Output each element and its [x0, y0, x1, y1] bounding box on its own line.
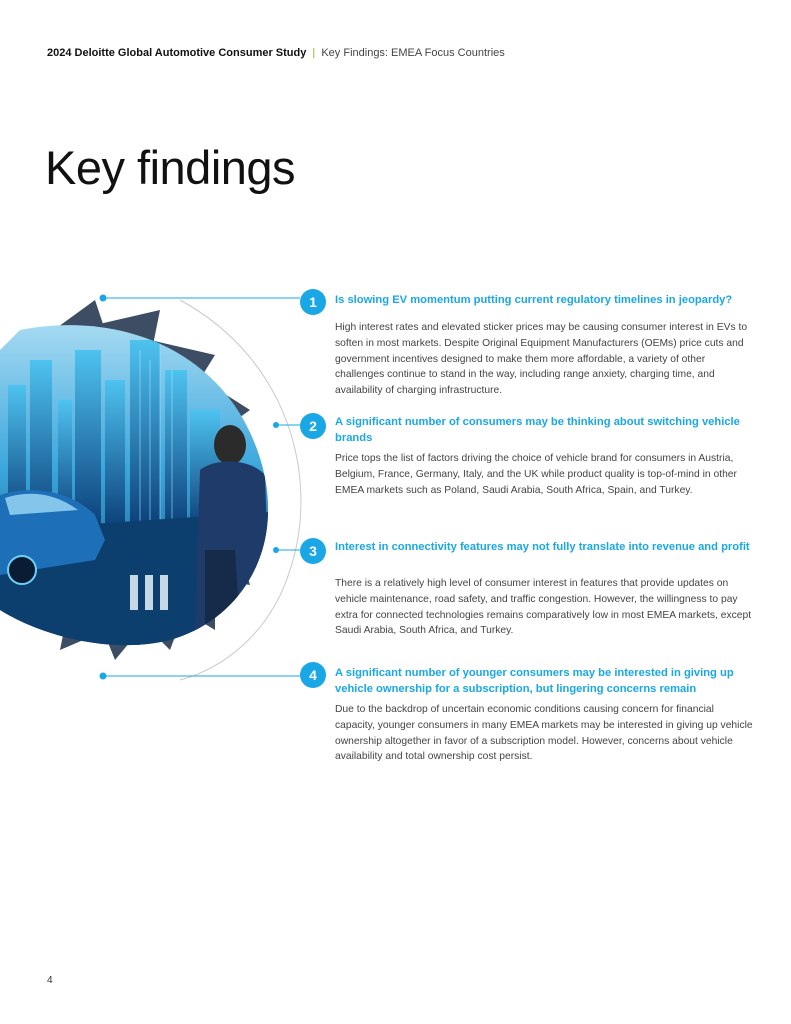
study-title: 2024 Deloitte Global Automotive Consumer Study: [47, 47, 307, 59]
finding-number-badge: 3: [300, 538, 326, 564]
finding-body: High interest rates and elevated sticker prices may be causing consumer interest in EVs to soften in most markets. Despite Original Equipment Manufacturers (OEMs) price cuts and government incentives designed to make them more affordable, a variety of other challenges continue to stand in the way, including range anxiety, charging time, and availability of charging infrastructure.: [335, 322, 748, 397]
finding-heading: Interest in connectivity features may not fully translate into revenue and profit: [335, 541, 750, 553]
finding-number-badge: 4: [300, 662, 326, 688]
page-number: 4: [47, 975, 53, 986]
finding-number-badge: 1: [300, 289, 326, 315]
finding-body: Price tops the list of factors driving the choice of vehicle brand for consumers in Austria, Belgium, France, Germany, Italy, and the UK while product quality is top-of-mind in other EMEA markets such as Poland, Saudi Arabia, South Africa, Spain, and Turkey.: [335, 453, 737, 496]
page-title: Key findings: [45, 141, 296, 194]
finding-body: Due to the backdrop of uncertain economic conditions causing concern for financial capacity, younger consumers in many EMEA markets may be interested in giving up vehicle ownership altogether in favor of a subscription model. However, concerns about vehicle availability and total ownership cost persist.: [335, 704, 753, 763]
finding-heading: A significant number of consumers may be thinking about switching vehicle brands: [335, 416, 740, 444]
header-separator: |: [312, 47, 316, 59]
finding-number-badge: 2: [300, 413, 326, 439]
section-title: Key Findings: EMEA Focus Countries: [321, 47, 505, 59]
finding-body: There is a relatively high level of consumer interest in features that provide updates on vehicle maintenance, road safety, and traffic congestion. However, the willingness to pay extra for connected technologies remains comparatively low in most EMEA markets, except Saudi Arabia, South Africa, and Turkey.: [335, 578, 752, 637]
connector-lines: [0, 0, 330, 700]
finding-heading: A significant number of younger consumers may be interested in giving up vehicle ownership for a subscription, but lingering concerns remain: [335, 667, 734, 695]
finding-heading: Is slowing EV momentum putting current regulatory timelines in jeopardy?: [335, 294, 733, 306]
